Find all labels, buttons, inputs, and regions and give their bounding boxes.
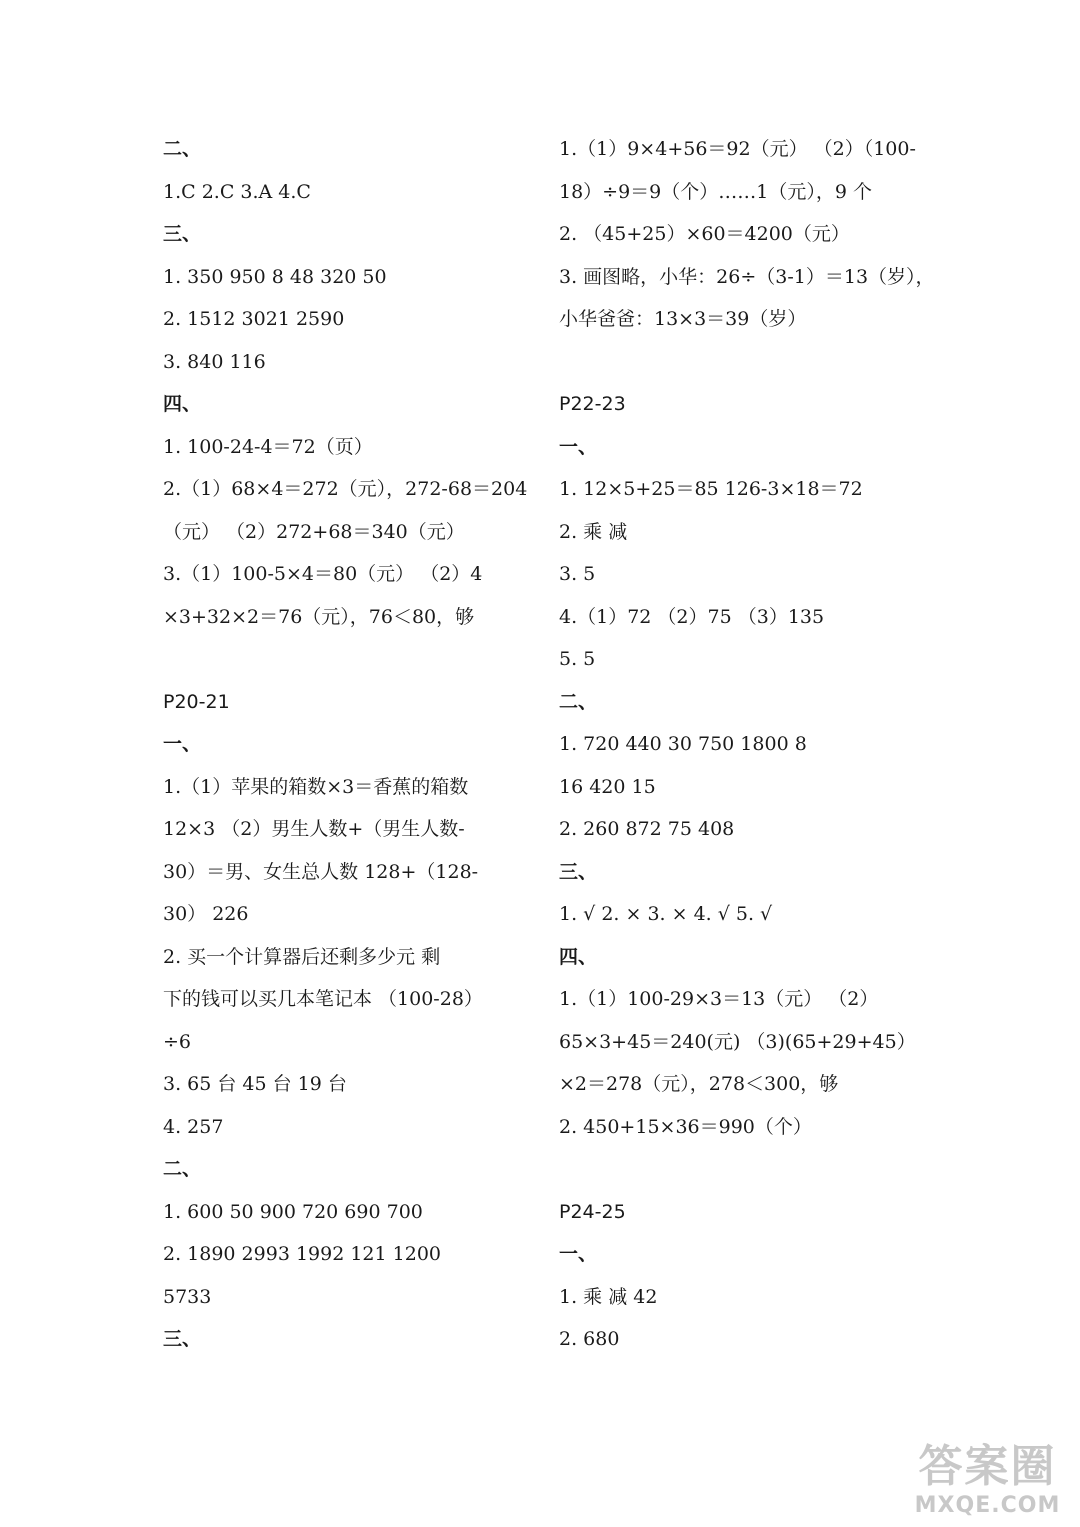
answer-line: 5733 [163, 1285, 212, 1308]
answer-line: 3. 画图略，小华：26÷（3-1）＝13（岁）， [559, 265, 935, 288]
answer-line: 1.（1）100-29×3＝13（元） （2） [559, 988, 879, 1010]
section-heading: 一、 [559, 1243, 598, 1265]
answer-line: 4.（1）72 （2）75 （3）135 [559, 605, 825, 628]
answer-line: 2. （45+25）×60＝4200（元） [559, 223, 850, 245]
answer-line: 1. 乘 减 42 [559, 1285, 658, 1308]
section-heading: 四、 [559, 945, 598, 968]
answer-line: 2. 买一个计算器后还剩多少元 剩 [163, 945, 441, 968]
answer-line: 30） 226 [163, 903, 249, 925]
answer-line: 65×3+45＝240(元) （3)(65+29+45） [559, 1030, 916, 1053]
page-range-heading: P22-23 [559, 393, 626, 415]
answer-line: 下的钱可以买几本笔记本 （100-28） [163, 988, 483, 1010]
answer-line: 1. 600 50 900 720 690 700 [163, 1200, 423, 1223]
answer-line: 3.（1）100-5×4＝80（元） （2）4 [163, 563, 483, 585]
right-column [559, 128, 939, 1361]
spacer [559, 1148, 939, 1191]
answer-line: 30）＝男、女生总人数 128+（128- [163, 860, 479, 883]
answer-line: 12×3 （2）男生人数+（男生人数- [163, 818, 465, 840]
answer-line: ÷6 [163, 1030, 192, 1053]
answer-line: 18）÷9＝9（个）……1（元），9 个 [559, 180, 872, 203]
section-heading: 三、 [559, 860, 598, 883]
answer-line: 3. 65 台 45 台 19 台 [163, 1073, 347, 1095]
answer-line: 4. 257 [163, 1115, 224, 1138]
answer-line: 5. 5 [559, 648, 596, 670]
watermark-top-text: 答案圈 [918, 1441, 1057, 1492]
answer-line: 1. 350 950 8 48 320 50 [163, 265, 387, 288]
answer-line: 1.（1）9×4+56＝92（元） （2）（100- [559, 138, 916, 160]
answer-line: ×3+32×2＝76（元），76＜80，够 [163, 605, 475, 628]
answer-line: （元） （2）272+68＝340（元） [163, 520, 465, 543]
answer-line: 1. √ 2. × 3. × 4. √ 5. √ [559, 903, 773, 925]
section-heading: 二、 [559, 690, 598, 713]
answer-line: ×2＝278（元），278＜300，够 [559, 1073, 839, 1095]
answer-line: 1. 12×5+25＝85 126-3×18＝72 [559, 478, 863, 500]
spacer [559, 341, 939, 384]
answer-line: 3. 840 116 [163, 350, 266, 373]
answer-line: 2. 680 [559, 1328, 620, 1350]
answer-line: 2.（1）68×4＝272（元），272-68＝204 [163, 478, 528, 500]
watermark-bottom-text: MXQE.COM [914, 1493, 1061, 1518]
page-range-heading: P20-21 [163, 690, 230, 713]
section-heading: 四、 [163, 393, 202, 415]
answer-line: 2. 450+15×36＝990（个） [559, 1115, 812, 1138]
watermark-logo [905, 1441, 1070, 1523]
section-heading: 三、 [163, 1328, 202, 1350]
answer-line: 2. 260 872 75 408 [559, 818, 735, 840]
answer-line: 2. 1512 3021 2590 [163, 308, 345, 330]
answer-line: 1. 720 440 30 750 1800 8 [559, 733, 807, 755]
answer-line: 2. 1890 2993 1992 121 1200 [163, 1243, 442, 1265]
answer-line: 1. 100-24-4＝72（页） [163, 435, 373, 458]
page-range-heading: P24-25 [559, 1200, 626, 1223]
answer-line: 2. 乘 减 [559, 520, 628, 543]
answer-line: 3. 5 [559, 563, 596, 585]
section-heading: 二、 [163, 138, 202, 160]
answer-line: 1.（1）苹果的箱数×3＝香蕉的箱数 [163, 775, 469, 798]
section-heading: 二、 [163, 1158, 202, 1180]
spacer [163, 638, 533, 681]
answer-line: 1.C 2.C 3.A 4.C [163, 180, 311, 203]
answer-line: 16 420 15 [559, 775, 656, 798]
section-heading: 一、 [559, 435, 598, 458]
section-heading: 一、 [163, 733, 202, 755]
answer-line: 小华爸爸：13×3＝39（岁） [559, 308, 807, 330]
left-column [163, 128, 533, 1361]
section-heading: 三、 [163, 223, 202, 245]
